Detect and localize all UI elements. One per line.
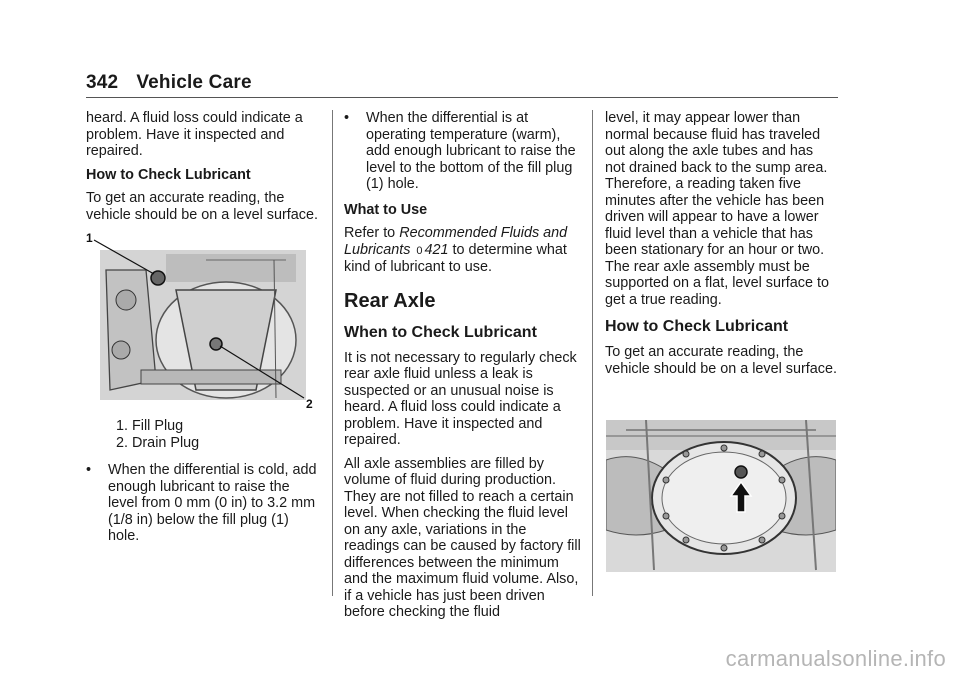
level-surface-paragraph: To get an accurate reading, the vehicle should be on a level surface. (86, 190, 318, 223)
how-to-check-heading: How to Check Lubricant (86, 166, 251, 183)
bullet-warm-text: When the differential is at operating temperature (warm), add enough lubricant to raise the level to the bottom of the fill plug (1) hole. (366, 110, 576, 192)
bullet-cold-text: When the differential is cold, add enough lubricant to raise the level from 0 mm (0 in) to 3.2 mm (1/8 in) below the fill plug (1) hole. (108, 462, 317, 544)
column-divider-2 (592, 110, 593, 596)
refer-prefix: Refer to (344, 225, 400, 241)
front-differential-figure (86, 230, 322, 410)
page-header (86, 72, 252, 94)
callout-1: 1 (86, 231, 93, 245)
recommended-fluids-link[interactable]: Recommended Fluids and Lubricants (344, 225, 568, 258)
how-to-check-heading-rear: How to Check Lubricant (605, 318, 789, 335)
watermark: carmanualsonline.info (725, 646, 946, 671)
bullet-mark: • (344, 110, 350, 126)
what-to-use-heading: What to Use (344, 201, 428, 218)
rear-axle-heading: Rear Axle (344, 289, 436, 312)
bullet-cold (86, 462, 322, 545)
column-divider-1 (332, 110, 333, 596)
intro-paragraph: heard. A fluid loss could indicate a problem. Have it inspected and repaired. (86, 110, 303, 159)
bullet-mark: • (86, 462, 92, 478)
fluid-level-paragraph: level, it may appear lower than normal because fluid has traveled out along the axle tubes and has not drained back to the sump area. Therefore, a reading taken five minutes after the vehicle has been driven will appear to have a lower fluid level than a vehicle that has been stationary for an hour or two. The rear axle assembly must be supported on a flat, level surface to get a true reading. (605, 110, 829, 308)
column-1 (86, 110, 322, 545)
legend-item-fill-plug: 1. Fill Plug (116, 418, 184, 434)
rear-axle-paragraph-1: It is not necessary to regularly check rear axle fluid unless a leak is suspected or an unusual noise is heard. A fluid loss could indicate a problem. Have it inspected and repaired. (344, 349, 577, 448)
rear-axle-paragraph-2: All axle assemblies are filled by volume of fluid during production. They are not filled to reach a certain level. When checking the fluid level on any axle, variations in the readings can be caused by factory fill differences between the minimum and the maximum fluid volume. Also, if a vehicle has just been driven before checking the fluid (344, 455, 581, 620)
page-number: 342 (86, 72, 119, 93)
page-ref-number[interactable]: 421 (424, 241, 449, 258)
callout-2: 2 (306, 397, 313, 410)
refer-paragraph (344, 225, 582, 276)
legend-item-drain-plug: 2. Drain Plug (116, 435, 200, 451)
section-title: Vehicle Care (136, 72, 252, 93)
column-2 (344, 110, 582, 628)
refer-suffix: to determine what kind of lubricant to use. (344, 241, 567, 275)
when-to-check-heading: When to Check Lubricant (344, 323, 537, 341)
rear-level-surface-paragraph: To get an accurate reading, the vehicle should be on a level surface. (605, 344, 837, 377)
column-3 (605, 110, 837, 384)
page-ref-arrow-icon: 0 (416, 244, 423, 257)
rear-axle-figure (606, 420, 836, 572)
header-rule (86, 97, 838, 98)
figure-legend (86, 418, 322, 452)
bullet-warm (344, 110, 582, 193)
